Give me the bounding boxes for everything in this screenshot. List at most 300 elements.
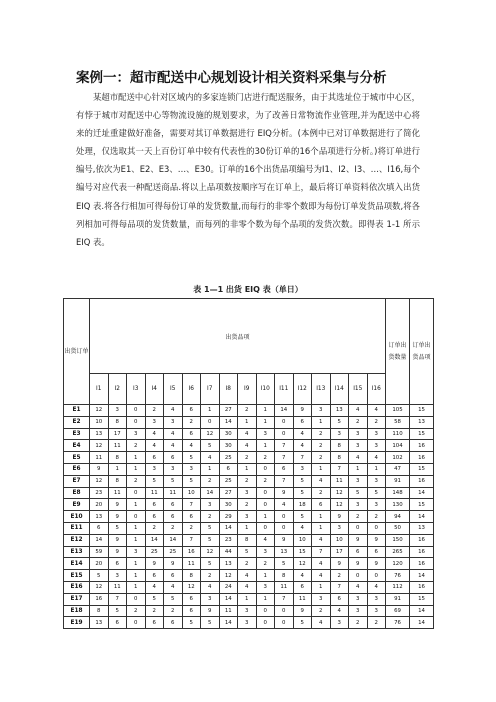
order-types-cell: 15	[410, 428, 434, 440]
value-cell: 5	[182, 452, 201, 464]
item-header-i8: I8	[219, 374, 238, 405]
value-cell: 6	[164, 511, 183, 523]
order-qty-cell: 105	[386, 405, 410, 417]
value-cell: 9	[108, 511, 127, 523]
value-cell: 4	[312, 558, 331, 570]
value-cell: 2	[182, 416, 201, 428]
value-cell: 4	[330, 605, 349, 617]
value-cell: 2	[127, 440, 146, 452]
value-cell: 0	[367, 570, 386, 582]
value-cell: 16	[182, 546, 201, 558]
value-cell: 3	[145, 463, 164, 475]
value-cell: 0	[349, 570, 368, 582]
value-cell: 12	[330, 499, 349, 511]
value-cell: 4	[238, 440, 257, 452]
value-cell: 1	[127, 534, 146, 546]
value-cell: 4	[164, 428, 183, 440]
value-cell: 1	[127, 452, 146, 464]
order-qty-cell: 110	[386, 428, 410, 440]
value-cell: 11	[293, 593, 312, 605]
value-cell: 11	[90, 452, 109, 464]
value-cell: 6	[182, 405, 201, 417]
paragraph-text: 某超市配送中心针对区域内的多家连锁门店进行配送服务，由于其选址位于城市中心区，有悖于城市对配送中心等物流设施的规划要求，为了改善日常物流作业管理,并为配送中心将来的迁址重建做好准备，需要对其订单数据进行 EIQ分析。(本例中已对订单数据进行了简化处理，仅选取其一天上百份订单中较有代表性的30份订单的16个品项进行分析。)将订单进行编号,依次为E1、E2、E3、…、E30。订单的16个出货品项编号为I1、I2、I3、…、I16,每个编号对应代表一种配送商品.将以上品项数按顺序写在订单上，最后将订单资料依次填入出货 EIQ 表.将各行相加可得每份订单的发货数量,而每行的非零个数即为每份订单发货品项数,将各列相加可得每品项的发货数量，而每列的非零个数为每个品项的发货次数。即得表 1-1 所示 EIQ 表。	[76, 92, 420, 247]
value-cell: 1	[312, 416, 331, 428]
value-cell: 4	[349, 452, 368, 464]
value-cell: 4	[238, 570, 257, 582]
value-cell: 0	[275, 522, 294, 534]
value-cell: 5	[330, 416, 349, 428]
value-cell: 3	[238, 487, 257, 499]
value-cell: 14	[219, 522, 238, 534]
value-cell: 4	[367, 405, 386, 417]
value-cell: 7	[330, 463, 349, 475]
value-cell: 24	[219, 581, 238, 593]
value-cell: 3	[312, 593, 331, 605]
types-header-cell: 订单出货品项	[410, 299, 434, 405]
value-cell: 11	[330, 475, 349, 487]
order-header-cell: 出货订单	[64, 299, 90, 405]
table-row	[64, 452, 434, 464]
value-cell: 5	[201, 558, 220, 570]
document-title: 案例一：超市配送中心规划设计相关资料采集与分析	[76, 70, 387, 86]
table-row	[64, 605, 434, 617]
value-cell: 8	[182, 570, 201, 582]
value-cell: 25	[219, 452, 238, 464]
value-cell: 1	[256, 511, 275, 523]
value-cell: 27	[219, 487, 238, 499]
value-cell: 9	[330, 558, 349, 570]
value-cell: 7	[275, 452, 294, 464]
value-cell: 10	[293, 534, 312, 546]
order-code-cell: E8	[64, 487, 90, 499]
item-header-i12: I12	[293, 374, 312, 405]
value-cell: 6	[108, 617, 127, 629]
value-cell: 6	[145, 499, 164, 511]
value-cell: 3	[367, 440, 386, 452]
order-qty-cell: 76	[386, 570, 410, 582]
value-cell: 0	[201, 416, 220, 428]
value-cell: 7	[182, 499, 201, 511]
value-cell: 25	[219, 475, 238, 487]
value-cell: 13	[275, 546, 294, 558]
value-cell: 0	[256, 522, 275, 534]
table-caption: 表 1—1 出货 EIQ 表（单日）	[193, 285, 303, 294]
value-cell: 5	[90, 570, 109, 582]
value-cell: 2	[330, 570, 349, 582]
value-cell: 15	[293, 546, 312, 558]
value-cell: 13	[330, 405, 349, 417]
value-cell: 10	[90, 416, 109, 428]
order-qty-cell: 112	[386, 581, 410, 593]
value-cell: 4	[201, 581, 220, 593]
value-cell: 0	[275, 428, 294, 440]
item-code-row	[64, 374, 434, 405]
value-cell: 18	[293, 499, 312, 511]
value-cell: 30	[219, 428, 238, 440]
value-cell: 2	[312, 605, 331, 617]
value-cell: 4	[145, 440, 164, 452]
value-cell: 1	[127, 499, 146, 511]
value-cell: 9	[293, 405, 312, 417]
value-cell: 4	[238, 581, 257, 593]
order-types-cell: 16	[410, 534, 434, 546]
value-cell: 8	[108, 452, 127, 464]
value-cell: 5	[164, 593, 183, 605]
value-cell: 2	[164, 605, 183, 617]
value-cell: 0	[275, 605, 294, 617]
value-cell: 5	[108, 605, 127, 617]
value-cell: 5	[145, 475, 164, 487]
value-cell: 5	[108, 522, 127, 534]
value-cell: 10	[330, 534, 349, 546]
value-cell: 20	[90, 499, 109, 511]
order-qty-cell: 265	[386, 546, 410, 558]
value-cell: 10	[182, 487, 201, 499]
value-cell: 5	[201, 522, 220, 534]
value-cell: 9	[90, 463, 109, 475]
order-types-cell: 16	[410, 546, 434, 558]
order-code-cell: E12	[64, 534, 90, 546]
value-cell: 7	[312, 546, 331, 558]
table-row	[64, 405, 434, 417]
value-cell: 6	[293, 416, 312, 428]
value-cell: 14	[275, 405, 294, 417]
value-cell: 14	[90, 534, 109, 546]
body-paragraph	[76, 88, 420, 251]
value-cell: 5	[182, 617, 201, 629]
order-types-cell: 15	[410, 405, 434, 417]
value-cell: 6	[293, 581, 312, 593]
value-cell: 9	[108, 534, 127, 546]
value-cell: 4	[201, 452, 220, 464]
order-types-cell: 14	[410, 605, 434, 617]
value-cell: 9	[367, 534, 386, 546]
table-row	[64, 546, 434, 558]
order-types-cell: 15	[410, 463, 434, 475]
value-cell: 6	[275, 463, 294, 475]
order-types-cell: 13	[410, 522, 434, 534]
value-cell: 1	[312, 511, 331, 523]
item-header-i11: I11	[275, 374, 294, 405]
value-cell: 3	[108, 405, 127, 417]
value-cell: 7	[293, 452, 312, 464]
value-cell: 2	[256, 558, 275, 570]
table-row	[64, 511, 434, 523]
value-cell: 2	[256, 475, 275, 487]
value-cell: 2	[238, 405, 257, 417]
value-cell: 2	[238, 499, 257, 511]
order-code-cell: E11	[64, 522, 90, 534]
value-cell: 3	[330, 522, 349, 534]
value-cell: 16	[90, 593, 109, 605]
item-header-i1: I1	[90, 374, 109, 405]
value-cell: 5	[367, 487, 386, 499]
value-cell: 3	[349, 605, 368, 617]
value-cell: 8	[275, 570, 294, 582]
order-code-cell: E19	[64, 617, 90, 629]
value-cell: 1	[256, 593, 275, 605]
item-header-i6: I6	[182, 374, 201, 405]
value-cell: 14	[201, 487, 220, 499]
value-cell: 20	[90, 558, 109, 570]
value-cell: 25	[164, 546, 183, 558]
item-header-i14: I14	[330, 374, 349, 405]
value-cell: 13	[90, 511, 109, 523]
order-types-cell: 16	[410, 452, 434, 464]
value-cell: 5	[201, 617, 220, 629]
value-cell: 1	[312, 463, 331, 475]
value-cell: 2	[127, 605, 146, 617]
value-cell: 2	[349, 511, 368, 523]
order-qty-cell: 58	[386, 416, 410, 428]
order-qty-cell: 91	[386, 475, 410, 487]
value-cell: 11	[219, 605, 238, 617]
table-row	[64, 463, 434, 475]
value-cell: 12	[182, 581, 201, 593]
order-code-cell: E9	[64, 499, 90, 511]
value-cell: 3	[256, 428, 275, 440]
order-types-cell: 16	[410, 581, 434, 593]
value-cell: 3	[238, 605, 257, 617]
value-cell: 2	[201, 511, 220, 523]
value-cell: 9	[330, 511, 349, 523]
order-qty-cell: 102	[386, 452, 410, 464]
value-cell: 5	[182, 475, 201, 487]
value-cell: 0	[256, 499, 275, 511]
value-cell: 6	[219, 463, 238, 475]
value-cell: 11	[275, 581, 294, 593]
value-cell: 5	[293, 475, 312, 487]
order-qty-cell: 76	[386, 617, 410, 629]
value-cell: 7	[182, 534, 201, 546]
value-cell: 11	[164, 487, 183, 499]
value-cell: 2	[312, 428, 331, 440]
value-cell: 3	[349, 440, 368, 452]
table-row	[64, 499, 434, 511]
table-row	[64, 617, 434, 629]
value-cell: 0	[127, 593, 146, 605]
value-cell: 5	[293, 511, 312, 523]
value-cell: 14	[219, 617, 238, 629]
value-cell: 1	[238, 416, 257, 428]
value-cell: 11	[145, 487, 164, 499]
value-cell: 13	[90, 428, 109, 440]
value-cell: 1	[108, 463, 127, 475]
value-cell: 12	[293, 558, 312, 570]
value-cell: 7	[330, 581, 349, 593]
order-code-cell: E5	[64, 452, 90, 464]
value-cell: 3	[145, 416, 164, 428]
order-types-cell: 16	[410, 558, 434, 570]
value-cell: 3	[330, 428, 349, 440]
value-cell: 3	[127, 546, 146, 558]
value-cell: 9	[108, 499, 127, 511]
value-cell: 0	[256, 463, 275, 475]
value-cell: 13	[219, 558, 238, 570]
value-cell: 0	[127, 405, 146, 417]
order-code-cell: E17	[64, 593, 90, 605]
table-row	[64, 475, 434, 487]
order-qty-cell: 47	[386, 463, 410, 475]
value-cell: 4	[293, 428, 312, 440]
table-row	[64, 570, 434, 582]
value-cell: 12	[330, 487, 349, 499]
value-cell: 29	[219, 511, 238, 523]
value-cell: 5	[238, 546, 257, 558]
value-cell: 9	[164, 558, 183, 570]
order-code-cell: E7	[64, 475, 90, 487]
value-cell: 12	[201, 546, 220, 558]
value-cell: 8	[330, 452, 349, 464]
value-cell: 4	[164, 405, 183, 417]
order-code-cell: E6	[64, 463, 90, 475]
value-cell: 3	[367, 605, 386, 617]
value-cell: 2	[145, 405, 164, 417]
order-code-cell: E15	[64, 570, 90, 582]
value-cell: 4	[275, 499, 294, 511]
item-header-i7: I7	[201, 374, 220, 405]
value-cell: 5	[275, 558, 294, 570]
order-code-cell: E1	[64, 405, 90, 417]
value-cell: 9	[108, 546, 127, 558]
value-cell: 6	[349, 546, 368, 558]
value-cell: 1	[127, 463, 146, 475]
value-cell: 0	[127, 416, 146, 428]
value-cell: 12	[90, 581, 109, 593]
value-cell: 2	[145, 522, 164, 534]
value-cell: 4	[312, 570, 331, 582]
value-cell: 4	[238, 428, 257, 440]
value-cell: 5	[164, 475, 183, 487]
order-qty-cell: 91	[386, 593, 410, 605]
value-cell: 6	[145, 570, 164, 582]
value-cell: 14	[145, 534, 164, 546]
value-cell: 5	[145, 593, 164, 605]
order-types-cell: 16	[410, 475, 434, 487]
value-cell: 2	[238, 558, 257, 570]
value-cell: 0	[275, 416, 294, 428]
value-cell: 30	[219, 440, 238, 452]
value-cell: 0	[349, 522, 368, 534]
order-qty-cell: 150	[386, 534, 410, 546]
value-cell: 6	[90, 522, 109, 534]
value-cell: 2	[349, 416, 368, 428]
value-cell: 3	[349, 475, 368, 487]
value-cell: 27	[219, 405, 238, 417]
value-cell: 4	[312, 617, 331, 629]
order-code-cell: E18	[64, 605, 90, 617]
value-cell: 2	[367, 416, 386, 428]
value-cell: 8	[238, 534, 257, 546]
value-cell: 6	[164, 617, 183, 629]
table-row	[64, 416, 434, 428]
value-cell: 7	[275, 593, 294, 605]
value-cell: 6	[164, 499, 183, 511]
value-cell: 0	[127, 511, 146, 523]
value-cell: 9	[293, 605, 312, 617]
order-code-cell: E4	[64, 440, 90, 452]
value-cell: 3	[367, 499, 386, 511]
value-cell: 1	[127, 558, 146, 570]
value-cell: 6	[367, 546, 386, 558]
value-cell: 6	[145, 511, 164, 523]
value-cell: 9	[349, 558, 368, 570]
order-types-cell: 15	[410, 593, 434, 605]
value-cell: 4	[164, 440, 183, 452]
value-cell: 1	[201, 463, 220, 475]
value-cell: 2	[201, 475, 220, 487]
value-cell: 3	[201, 499, 220, 511]
value-cell: 0	[275, 617, 294, 629]
value-cell: 7	[275, 440, 294, 452]
order-code-cell: E3	[64, 428, 90, 440]
order-qty-cell: 130	[386, 499, 410, 511]
value-cell: 8	[330, 440, 349, 452]
value-cell: 3	[164, 416, 183, 428]
value-cell: 5	[349, 487, 368, 499]
order-types-cell: 14	[410, 487, 434, 499]
order-types-cell: 15	[410, 499, 434, 511]
value-cell: 2	[145, 605, 164, 617]
value-cell: 1	[256, 570, 275, 582]
item-header-i13: I13	[312, 374, 331, 405]
qty-header-cell: 订单出货数量	[386, 299, 410, 405]
value-cell: 2	[312, 440, 331, 452]
value-cell: 2	[164, 522, 183, 534]
value-cell: 17	[108, 428, 127, 440]
value-cell: 3	[238, 511, 257, 523]
table-row	[64, 581, 434, 593]
value-cell: 9	[275, 534, 294, 546]
value-cell: 3	[312, 405, 331, 417]
order-qty-cell: 104	[386, 440, 410, 452]
value-cell: 5	[293, 487, 312, 499]
order-code-cell: E16	[64, 581, 90, 593]
table-row	[64, 534, 434, 546]
value-cell: 3	[256, 581, 275, 593]
value-cell: 14	[219, 593, 238, 605]
table-row	[64, 428, 434, 440]
value-cell: 11	[182, 558, 201, 570]
value-cell: 9	[145, 558, 164, 570]
value-cell: 6	[164, 452, 183, 464]
table-row	[64, 440, 434, 452]
value-cell: 4	[256, 534, 275, 546]
value-cell: 4	[349, 581, 368, 593]
item-header-i10: I10	[256, 374, 275, 405]
item-header-i9: I9	[238, 374, 257, 405]
value-cell: 3	[330, 617, 349, 629]
value-cell: 11	[108, 581, 127, 593]
table-row	[64, 522, 434, 534]
item-header-i16: I16	[367, 374, 386, 405]
order-qty-cell: 148	[386, 487, 410, 499]
item-header-i2: I2	[108, 374, 127, 405]
value-cell: 1	[349, 463, 368, 475]
value-cell: 1	[238, 463, 257, 475]
eiq-table	[63, 298, 434, 629]
value-cell: 4	[182, 440, 201, 452]
value-cell: 2	[367, 511, 386, 523]
value-cell: 2	[312, 452, 331, 464]
value-cell: 14	[164, 534, 183, 546]
value-cell: 23	[90, 487, 109, 499]
value-cell: 2	[238, 452, 257, 464]
value-cell: 4	[145, 428, 164, 440]
value-cell: 2	[256, 452, 275, 464]
value-cell: 12	[90, 475, 109, 487]
value-cell: 3	[238, 617, 257, 629]
